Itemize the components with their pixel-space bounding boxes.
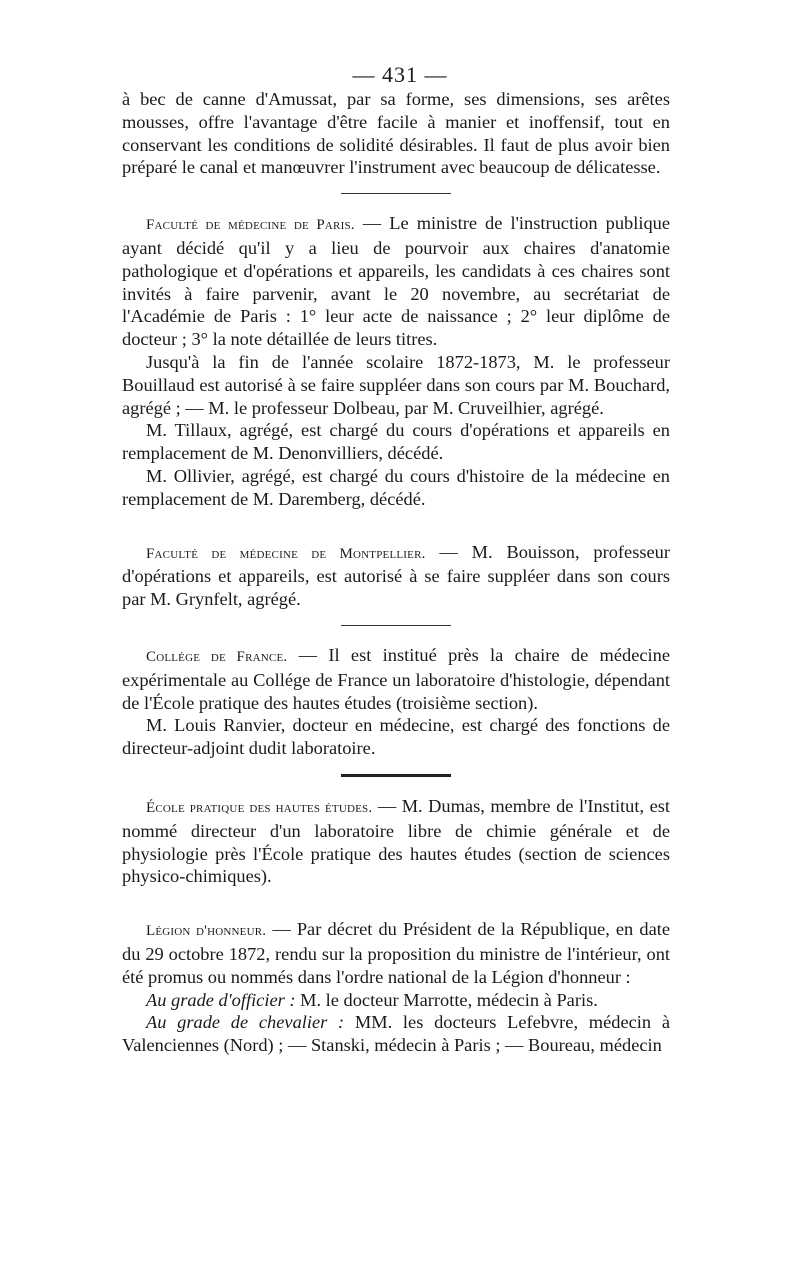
grade-label: Au grade d'officier : [146,989,296,1010]
paragraph-text: — M. Dumas, membre de l'Institut, est nommé directeur d'un laboratoire libre de chimie générale et de physiologie près l'École pratique des hautes études (section de sciences physico-chimiques). [122,795,670,887]
grade-label: Au grade de chevalier : [146,1012,345,1033]
section-ecole-pratique [122,795,670,888]
section-heading: Légion d'honneur. [146,923,267,940]
section-heading: Collége de France. [146,648,288,665]
section-college-de-france [122,644,670,777]
paragraph: M. Ollivier, agrégé, est chargé du cours d'histoire de la médecine en remplacement de M. Daremberg, décédé. [122,465,670,509]
paragraph: Jusqu'à la fin de l'année scolaire 1872-1873, M. le professeur Bouillaud est autorisé à se faire suppléer dans son cours par M. Bouchard, agrégé ; — M. le professeur Dolbeau, par M. Cruveilhier, agrégé. [122,351,670,418]
paragraph [122,212,670,351]
paragraph: M. Louis Ranvier, docteur en médecine, est chargé des fonctions de directeur-adjoint dudit laboratoire. [122,715,670,759]
paragraph [122,795,670,888]
section-heading: École pratique des hautes études. [146,799,373,816]
paragraph [122,1011,670,1057]
page-number: — 431 — [352,62,448,87]
paragraph-text: — Par décret du Président de la République, en date du 29 octobre 1872, rendu sur la proposition du ministre de l'intérieur, ont été promus ou nommés dans l'ordre national de la Légion d'honneur : [122,919,670,987]
section-legion-honneur [122,918,670,1057]
page-content [122,88,670,1057]
section-divider [341,193,451,194]
paragraph: M. Tillaux, agrégé, est chargé du cours d'opérations et appareils en remplacement de M. Denonvilliers, décédé. [122,420,670,464]
paragraph-text: M. le docteur Marrotte, médecin à Paris. [295,989,598,1010]
section-heading: Faculté de médecine de Montpellier. [146,545,426,562]
paragraph [122,644,670,714]
paragraph-text: — Le ministre de l'instruction publique ayant décidé qu'il y a lieu de pourvoir aux chaires d'anatomie pathologique et d'opérations et appareils, les candidats à ces chaires sont invités à faire parvenir, avant le 20 novembre, au secrétariat de l'Académie de Paris : 1° leur acte de naissance ; 2° leur diplôme de docteur ; 3° la note détaillée de leurs titres. [122,213,670,350]
paragraph-text: MM. les docteurs Lefebvre, médecin à Valenciennes (Nord) ; — Stanski, médecin à Paris ; — Boureau, médecin [122,1012,670,1056]
paragraph [122,918,670,988]
paragraph [122,541,670,611]
paragraph [122,989,670,1012]
section-divider [341,774,451,777]
section-heading: Faculté de médecine de Paris. [146,217,355,234]
section-divider [341,625,451,626]
intro-paragraph: à bec de canne d'Amussat, par sa forme, ses dimensions, ses arêtes mousses, offre l'avantage d'être facile à manier et inoffensif, tout en conservant les conditions de solidité désirables. Il faut de plus avoir bien préparé le canal et manœuvrer l'instrument avec beaucoup de délicatesse. [122,89,670,178]
paragraph-text: — M. Bouisson, professeur d'opérations et appareils, est autorisé à se faire suppléer dans son cours par M. Grynfelt, agrégé. [122,541,670,610]
section-faculte-paris [122,212,670,510]
paragraph-text: — Il est institué près la chaire de médecine expérimentale au Collége de France un laboratoire d'histologie, dépendant de l'École pratique des hautes études (troisième section). [122,644,670,713]
section-faculte-montpellier [122,541,670,626]
